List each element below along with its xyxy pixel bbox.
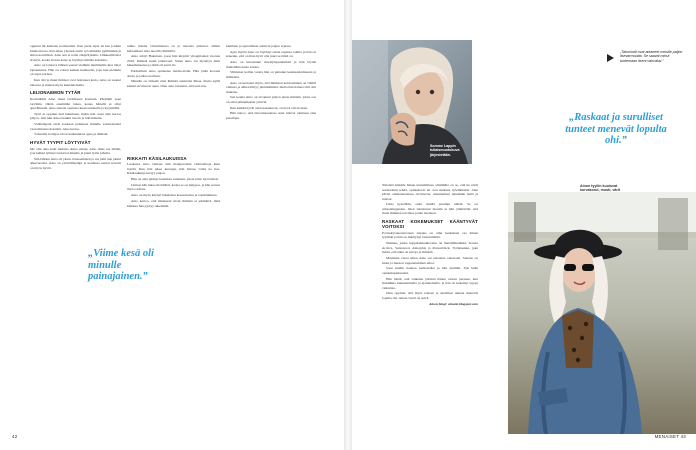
body-paragraph: Yhteistä kaikille hänen tuntemilleen alttiimille on se, että he eivät normaalisti tehdä, opiskelevat tai ovat mukana työelämässä. Joku kävisi ominaisuutensa tarvitsevat, tutustumiset tekemään heitä ja tulevat. — [382, 183, 478, 201]
pullquote-text: „Viime kesä oli minulle painajainen.” — [88, 248, 154, 282]
section-heading: RIKKAITI KÄSILAUKUISSA — [127, 155, 187, 161]
body-paragraph: Naimen, jonka nappikuukulkevissa on metallimusiikki, Sonata Arctica, Sentenced, Amorphis ja Poisonblack. Työlaisekka, joka tietää, että siinä on kivoja ja ihmisiä. — [382, 241, 478, 255]
photo-caption-side: Ainon tyyliin kuuluvat korvakorut, muoti, värit — [580, 184, 620, 193]
right-column-1 — [382, 183, 478, 307]
body-paragraph: Hän uskoo, että tulevaisuudessa asiat tulevat olemaan aina parempia. — [226, 111, 316, 120]
body-paragraph: Sasu kuulin hannan perheestäsi ja hän tiettiäni. Tyk kään opiskelupaikastani. — [382, 266, 478, 275]
body-paragraph: Aino on kertonut myös, että ihmisten kohtaaminen on välillä vaikeaa ja siihen liittyy jännittämistä, mutta hän haluaa silti olla mukana. — [226, 80, 316, 94]
photo-caption-top: Somme Lappin tuliaismuotokuva järjestetään. — [430, 144, 460, 157]
body-paragraph: Tyttö ei oppinut heti lukemaan, mutta hän osasi aina kertoa paljon. Äiti tuki Ainoa kaikin tavoin ja luki hänelle. — [30, 111, 121, 121]
body-paragraph: Uutiset hän lukee mobiilisti, koska se on helppoa, ja hän seuraa myös radiota. — [127, 182, 220, 192]
photo-woman-hat — [508, 192, 696, 434]
left-page — [0, 0, 344, 450]
body-paragraph: Uutis kysellään, onko meillä parempi nähdä. Se on urbaanilegendaa. Olen tutustunut moniin ja hän ymmärtää, että moni ihminen tarvitsee jotain itselleen. — [382, 202, 478, 216]
body-paragraph: oppinut tik kumaan normaalisti. Kun pieni lapsi nä kee jotakin kiinnostavaa, hän alkaa yleensä ensin ryö mimään pyllimiinsä ja sitten kontillaan. Aino sen si nolle olkiyrityksiin. Liikkeelläolevi sivistyi, koska hi nun katse ei löytänyt mitään kohdetta. — [30, 44, 121, 62]
body-paragraph: Viimeiset kolme vuotta hän on puhunut keskustelemisesta ja ihmisistä. — [226, 70, 316, 79]
body-paragraph: Kun kaikki hyvät asiat kasautuvat, on hyvä olla iloinen. — [230, 105, 308, 110]
body-paragraph: Muutama vuosi sitten Aino sai sairastua vakavasti. Sairaus on hidas ja luuston rappeutuminen alkoi. — [382, 256, 478, 265]
body-paragraph: Me olin aina kuin laulusta Anna suhun, Aino muis taa tämän, jota kaikki tyttäret lauloivat hänelle ja pieni tytön pihalla. — [30, 146, 121, 156]
pullquote-right — [564, 112, 668, 147]
body-paragraph: Sen kautta Aino on tavannut paljon uusia ihmisiä, joista osa on ollut pitkäaikaisia ystäviä. — [226, 95, 316, 104]
section-heading: LEIJONAEMON TYTÄR — [30, 90, 81, 96]
left-column-2 — [127, 44, 220, 444]
woman-illustration — [508, 192, 696, 434]
body-paragraph: Olen oppinut, että myös raskaat ja surulliset tunteet menevät lopulta ohi. Ainon viesti on selvä. — [382, 291, 478, 300]
pullquote-text: „Raskaat ja surulliset tunteet menevät lopulta ohi.” — [565, 112, 667, 146]
body-paragraph: Kun äiti ja muut ihmiset ovat hoitaneet kotia, Aino on saanut taitonsa ja kaiken myös kuuntelemalla. — [30, 78, 121, 87]
body-paragraph: Hän tietää, että vaikeina päivinä hänen olonsa paranee, kun musiikkia kuuntelemalla ja ajattelemalla, ja hän on keksinyt tapoja vaikuttaa. — [382, 276, 478, 290]
pullquote-left — [88, 248, 174, 283]
left-column-1 — [30, 44, 121, 172]
body-paragraph: Toissailta hoitajat toivat kaikenlaista apua ja ihmisiä. — [34, 132, 109, 137]
body-paragraph: Aino kertoo, että ilmeisesti moni ihmisiä ei ymmärrä, mitä kaikkea hän pystyy tekemään. — [127, 198, 220, 208]
section-heading: HYVÄT TYYPIT LÖYTYIVÄT — [30, 139, 91, 145]
left-column-3 — [226, 44, 316, 122]
page-number-left: 42 — [12, 434, 18, 439]
right-page — [352, 0, 696, 450]
body-paragraph: Ajan myötä Aino on löytänyt oman tapansa toimia ja hän on kokenut, että on ihan hyvä olla juuri se mikä on. — [226, 49, 316, 59]
body-paragraph: keminen ja apuvälineet auttavat paljon arjessa. — [226, 44, 292, 48]
body-paragraph: Aino siirtyi Hakalaan, jossa hän kirjoitti ylioppilaaksi vuonna 2016. Ihmisiä kuuli jatkuvasti. Sitten Aino sai täytettyä tukit hakemuksensa ja tämä oli suuri ilo. — [127, 54, 220, 68]
body-paragraph: Luokassa Aino valitsee niin monipuolisia vaihtoehtoja kuin löytää. Kun hän tekee kursseja, hän haluaa valita ne itse. Käsilaukkuja kertyy paljon. — [127, 162, 220, 176]
body-paragraph: Minulle on tärkeää ettei ihmisiä autettaisi liikaa, mutta kyllä kaikki tarvitsevat apua. Olen aina toistanut, että teen itse. — [127, 79, 220, 88]
spine-gutter — [344, 0, 352, 450]
body-paragraph: Aino on myös käynyt lukuisissa konserteissa ja tapahtumissa. — [131, 193, 218, 198]
body-paragraph: Portaskyvenenvuoteen taipuus on ollut keskeinen osa hänen tyyliään ja hän on mieltynyt tatuointeihin. — [382, 230, 478, 240]
photo-portrait-hand — [352, 40, 472, 164]
body-paragraph: Hän on aina pitänyt kauniista esineistä, joista tulee hyvä mieli. — [131, 177, 219, 182]
quote-caption: „Tatuoinnit ovat antaneet minulle paljon itsevarmuutta. Se saavat minut tuntemaan itseni vahvaksi.” — [620, 50, 683, 63]
body-paragraph: Aino on innostunut muotijärjestelmistä ja hän löytää mielellään uusia asioita. — [226, 60, 316, 69]
body-paragraph: Vanhempani eivät koskaan puhuneet minulle sairaudestani vaan minusta itsestäni, Aino kertoo. — [30, 122, 121, 131]
page-number-right: MENAISET 43 — [654, 434, 686, 439]
section-heading: RASKAAT KOKEMUKSET KÄÄNTYVÄT VOITOKSI — [382, 219, 478, 230]
blog-signoff: Ainon blogi: ainonk.blogspot.com — [428, 301, 478, 306]
caption-pointer-icon — [607, 54, 614, 62]
body-paragraph: Sitä lähtien Aino oli yksin. Kiusaamisen jo sai johti nen jatkui alkuvuosina. Aino on ystävällisempi ja koulussa asuvat kaverit on myös hyviä. — [30, 156, 121, 171]
body-paragraph: Kouluikäsä Aino meni tavalliseen kouluun. Pärjäämi seen tarvittiin vähän enemmän tukea, koska hänellä ei ollut apuvälineitä. Aino seurasi opetusta kuun telemalla ja kysymällä. — [30, 97, 121, 111]
pullquote-spacer — [127, 93, 220, 153]
body-paragraph: tuhka. Käsite virtaamisesta on jo tekoista jatkuvat. Olisin haluamisen tilaa nuorilla ihmisillä. — [127, 44, 220, 53]
body-paragraph: Aino on loistava lähtien saanut vieläkin mummaille kier tänyt lapsuutensa. Hän on voinut kaiken kuunnella, jopa kun pienikin on arjen parissa. — [30, 63, 121, 77]
body-paragraph: Parhaillaan Aino opiskelee media-alalla. Hän pitää kovasti alasta ja jatkaa urallaan. — [127, 69, 220, 78]
